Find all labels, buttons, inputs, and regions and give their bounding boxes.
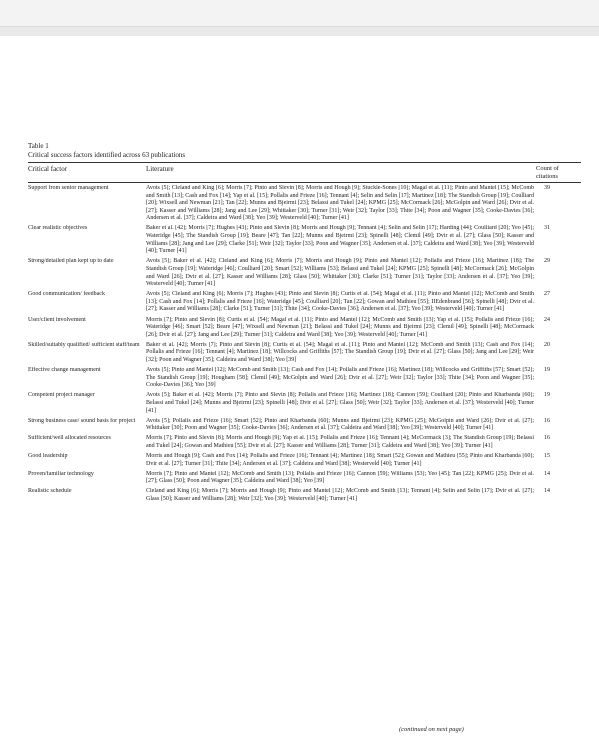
factor-cell: Proven/familiar technology: [28, 470, 94, 477]
header-literature: Literature: [146, 165, 174, 173]
count-cell: 20: [544, 341, 550, 348]
table-row: [28, 392, 581, 415]
count-cell: 27: [544, 291, 550, 298]
table-row: [28, 185, 581, 223]
table-row: [28, 291, 581, 314]
header-critical-factor: Critical factor: [28, 165, 68, 173]
count-cell: 29: [544, 258, 550, 265]
table-row: [28, 225, 581, 255]
document-page: [28, 142, 581, 504]
table-header-rule: [28, 182, 581, 183]
table-row: [28, 488, 581, 503]
count-cell: 15: [544, 453, 550, 459]
factor-cell: Strong business case/ sound basis for project: [28, 417, 136, 424]
table-row: [28, 367, 581, 390]
factor-cell: Support from senior management: [28, 185, 109, 191]
count-cell: 19: [544, 392, 550, 399]
count-cell: 16: [544, 435, 550, 442]
count-cell: 39: [544, 185, 550, 191]
literature-cell: Cleland and King [6]; Morris [7]; Morris and Hough [9]; Pinto and Mantel [12]; McComb and Smith [13]; Tennant [4]; Selin and Selin [17]; Dvir et al. [27]; Glass [50]; Kasser and Williams [28]; Weir [32]; Yeo [39]; Westerveld [40]; Turner [41]: [146, 488, 534, 502]
count-cell: 16: [544, 417, 550, 424]
literature-cell: Avots [5]; Cleland and King [6]; Morris [7]; Pinto and Slevin [8]; Morris and Hough [9]; Stuckle-Sones [10]; Magal et al. [11]; Pinto and Mantel [15]; McComb and Smith [13]; Cash and Fox [14]; Yap et al. [15]; Pollalis and Frieze [16]; Tennant [4]; Selin and Selin [17]; Martinez [18]; The Standish Group [19]; Coulliard [20]; Wixsell and Newman [21]; Tan [22]; Munns and Bjeirmi [23]; Belassi and Tukel [24]; KPMG [25]; McCormack [26]; McGolpin and Ward [26]; Dvir et al. [27]; Kasser and Williams [28]; Jang and Lee [29]; Whittaker [30]; Turner [31]; Weir [32]; Taylor [33]; Thite [34]; Poon and Wagner [35]; Cooke-Davies [36]; Andersen et al. [37]; Caldeira and Ward [38]; Yeo [39]; Westerveld [40]; Turner [41]: [146, 185, 534, 222]
count-cell: 31: [544, 225, 550, 232]
factor-cell: Realistic schedule: [28, 488, 72, 495]
literature-cell: Avots [5]; Pollalis and Frieze [16]; Smart [52]; Pinto and Kharbanda [60]; Munns and Bjeirmi [23]; KPMG [25]; McGolpin and Ward [26]; Dvir et al. [27]; Whittaker [30]; Poon and Wagner [35]; Cooke-Davies [36]; Andersen et al. [37]; Caldeira and Ward [38]; Yeo [39]; Westerveld [40]; Turner [41]: [146, 417, 534, 432]
factor-cell: Good leadership: [28, 453, 68, 459]
table-subtitle: Critical success factors identified across 63 publications: [28, 150, 186, 159]
table-row: [28, 258, 581, 288]
literature-cell: Avots [5]; Baker et al. [42]; Morris [7]; Pinto and Slevin [8]; Pollalis and Frieze [16]; Martinez [18]; Cannon [59]; Coulliard [20]; Pinto and Kharbanda [60]; Belassi and Tukel [24]; Munns and Bjeirmi [23]; Spinelli [48]; Dvir et al. [27]; Glass [50]; Weir [32]; Taylor [33]; Andersen et al. [37]; Westerveld [40]; Turner [41]: [146, 392, 534, 414]
literature-cell: Morris [7]; Pinto and Slevin [8]; Curtis et al. [54]; Magal et al. [11]; Pinto and Mantel [12]; McComb and Smith [13]; Yap et al. [15]; Pollalis and Frieze [16]; Wateridge [46]; Smart [52]; Beare [47]; Wixsell and Newman [21]; Belassi and Tukel [24]; Munns and Bjeirmi [23]; Clemil [49]; Spinelli [48]; McCormack [26]; Dvir et al. [27]; Jang and Lee [29]; Turner [31]; Caldeira and Ward [38]; Yeo [39]; Westerveld [40]; Turner [41]: [146, 316, 534, 338]
literature-cell: Avots [5]; Baker et al. [42]; Cleland and King [6]; Morris [7]; Morris and Hough [9]; Pinto and Mantel [12]; Pollalis and Frieze [16]; Martinez [18]; The Standish Group [19]; Wateridge [46]; Coulliard [20]; Smart [52]; Williams [53]; Belassi and Tukel [24]; KPMG [25]; Spinelli [48]; McCormack [26]; McGolpin and Ward [26]; Dvir et al. [27]; Kasser and Williams [28]; Glass [50]; Whittaker [30]; Clarke [51]; Turner [31]; Taylor [33]; Andersen et al. [37]; Yeo [39]; Westerveld [40]; Turner [41]: [146, 258, 534, 288]
table-header-row: [28, 163, 581, 182]
table-row: [28, 418, 581, 433]
viewer-top-bar: [0, 0, 599, 36]
factor-cell: Strong/detailed plan kept up to date: [28, 258, 114, 265]
count-cell: 19: [544, 367, 550, 374]
literature-cell: Avots [5]; Pinto and Mantel [12]; McComb and Smith [13]; Cash and Fox [14]; Pollalis and Frieze [16]; Martinez [18]; Willcocks and Griffiths [57]; Smart [52]; The Standish Group [19]; Hougham [58]; Clemil [49]; McGolpin and Ward [26]; Dvir et al. [27]; Weir [32]; Taylor [33]; Thite [34]; Poon and Wagner [35]; Cooke-Davies [36]; Yeo [39]: [146, 367, 534, 389]
table-title: Table 1: [28, 142, 49, 150]
literature-cell: Morris [7]; Pinto and Slevin [8]; Morris and Hough [9]; Yap et al. [15]; Pollalis and Frieze [16]; Tennant [4]; McCormack [3]; The Standish Group [19]; Belassi and Tukel [24]; Gowan and Mathieu [55]; Dvir et al. [27]; Kasser and Williams [28]; Turner [31]; Caldeira and Ward [38]; Yeo [39]; Turner [41]: [146, 435, 534, 449]
factor-cell: Effective change management: [28, 367, 101, 374]
factor-cell: User/client involvement: [28, 316, 86, 323]
factor-cell: Skilled/suitably qualified/ sufficient staff/team: [28, 341, 140, 348]
factor-cell: Good communication/ feedback: [28, 291, 105, 298]
literature-cell: Baker et al. [42]; Morris [7]; Pinto and Slevin [8]; Curtis et al. [54]; Magal et al. [11]; Pinto and Mantel [12]; McComb and Smith [13]; Cash and Fox [14]; Pollalis and Frieze [16]; Tennant [4]; Martinez [18]; Willcocks and Griffiths [57]; The Standish Group [19]; Dvir et al. [27]; Glass [50]; Jang and Lee [29]; Weir [32]; Poon and Wagner [35]; Caldeira and Ward [38]; Yeo [39]: [146, 341, 534, 363]
success-factors-table: [28, 162, 581, 504]
table-row: [28, 453, 581, 468]
count-cell: 14: [544, 470, 550, 477]
header-count-of-citations: Count of citations: [536, 165, 559, 180]
count-cell: 24: [544, 316, 550, 323]
factor-cell: Sufficient/well allocated resources: [28, 435, 111, 442]
literature-cell: Morris [7]; Pinto and Mantel [12]; McComb and Smith [13]; Pollalis and Frieze [16]; Cannon [59]; Williams [53]; Yeo [45]; Tan [22]; KPMG [25]; Dvir et al. [27]; Glass [50]; Poon and Wagner [35]; Caldeira and Ward [38]; Yeo [39]: [146, 470, 534, 485]
literature-cell: Morris and Hough [9]; Cash and Fox [14]; Pollalis and Frieze [16]; Tennant [4]; Martinez [18]; Smart [52]; Gowan and Mathieu [55]; Pinto and Kharbanda [60]; Dvir et al. [27]; Turner [31]; Thite [34]; Andersen et al. [37]; Caldeira and Ward [38]; Westerveld [40]; Turner [41]: [146, 453, 534, 467]
table-body: [28, 185, 581, 504]
table-row: [28, 435, 581, 450]
literature-cell: Avots [5]; Cleland and King [6]; Morris [7]; Hughes [43]; Pinto and Slevin [8]; Curtis et al. [54]; Magal et al. [11]; Pinto and Mantel [12]; McComb and Smith [13]; Cash and Fox [14]; Pollalis and Frieze [16]; Wateridge [45]; Coulliard [20]; Tan [22]; Gowan and Mathieu [55]; IIEdenbrand [56]; Spinelli [48]; Dvir et al. [27]; Kasser and Williams [28]; Clarke [51]; Turner [31]; Thite [34]; Cooke-Davies [36]; Andersen et al. [37]; Yeo [39]; Westerveld [40]; Turner [41]: [146, 291, 534, 313]
factor-cell: Clear realistic objectives: [28, 225, 88, 232]
table-row: [28, 317, 581, 340]
count-cell: 14: [544, 488, 550, 495]
continued-note: (continued on next page): [399, 726, 464, 733]
table-row: [28, 471, 581, 486]
table-row: [28, 342, 581, 365]
viewer-toolbar-strip: [0, 0, 599, 27]
factor-cell: Competent project manager: [28, 392, 95, 399]
literature-cell: Baker et al. [42]; Morris [7]; Hughes [43]; Pinto and Slevin [8]; Morris and Hough [9]; Tennant [4]; Selin and Selin [17]; Harding [44]; Coulliard [20]; Yeo [45]; Wateridge [45]; The Standish Group [19]; Beare [47]; Tan [22]; Munns and Bjeirmi [23]; Spinelli [48]; Clemil [49]; Dvir et al. [27]; Glass [50]; Kasser and Williams [28]; Jang and Lee [29]; Clarke [51]; Weir [32]; Taylor [33]; Poon and Wagner [35]; Andersen et al. [37]; Caldeira and Ward [38]; Yeo [39]; Westerveld [40]; Turner [41]: [146, 225, 534, 255]
